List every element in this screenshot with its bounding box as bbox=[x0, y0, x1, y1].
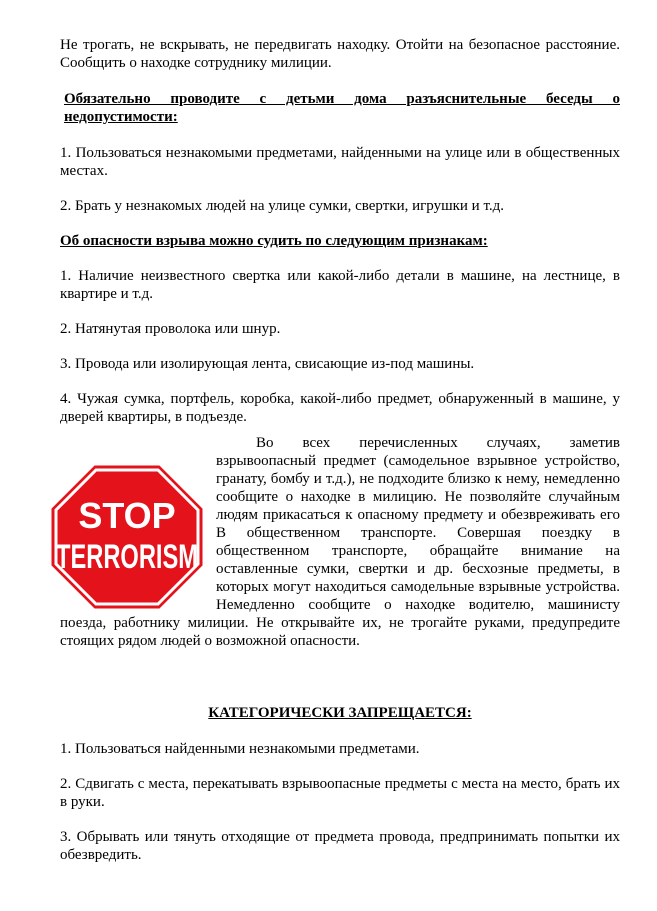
section1-item-1: 1. Пользоваться незнакомыми предметами, найденными на улице или в общественных местах. bbox=[60, 145, 620, 179]
intro-paragraph: Не трогать, не вскрывать, не передвигать находку. Отойти на безопасное расстояние. Сообщить о находке сотруднику милиции. bbox=[60, 37, 620, 71]
stop-sign-icon bbox=[48, 462, 206, 612]
stop-terrorism-sign bbox=[48, 462, 206, 612]
section3-item-2: 2. Сдвигать с места, перекатывать взрывоопасные предметы с места на место, брать их в руки. bbox=[60, 776, 620, 810]
warning-paragraph: Во всех перечисленных случаях, заметив взрывоопасный предмет (самодельное взрывное устройство, гранату, бомбу и т.д.), не подходите близко к нему, немедленно сообщите о находке в милицию. Не позволяйте случайным людям прикасаться к опасному предмету и обезвреживать его В общественном транспорте. Совершая поездку в общественном транспорте, обращайте внимание на оставленные сумки, свертки и др. бесхозные предметы, в которых могут находиться самодельные взрывные устройства. Немедленно сообщите о находке водителю, машинисту поезда, работнику милиции. Не открывайте их, не трогайте руками, предупредите стоящих рядом людей о возможной опасности. bbox=[60, 435, 620, 649]
stop-sign-line2: TERRORISM bbox=[56, 538, 198, 576]
stop-sign-octagon bbox=[50, 464, 204, 610]
section2-heading: Об опасности взрыва можно судить по следующим признакам: bbox=[60, 233, 488, 249]
warning-block bbox=[56, 434, 620, 650]
section3-heading: КАТЕГОРИЧЕСКИ ЗАПРЕЩАЕТСЯ: bbox=[208, 705, 472, 721]
section2-item-3: 3. Провода или изолирующая лента, свисающие из-под машины. bbox=[60, 356, 475, 372]
section3-item-1: 1. Пользоваться найденными незнакомыми предметами. bbox=[60, 741, 420, 757]
section1-item-2: 2. Брать у незнакомых людей на улице сумки, свертки, игрушки и т.д. bbox=[60, 198, 505, 214]
document-page bbox=[56, 36, 620, 864]
section3-item-3: 3. Обрывать или тянуть отходящие от предмета провода, предпринимать попытки их обезвредить. bbox=[60, 829, 620, 863]
section2-item-2: 2. Натянутая проволока или шнур. bbox=[60, 321, 281, 337]
section2-item-4: 4. Чужая сумка, портфель, коробка, какой-либо предмет, обнаруженный в машине, у дверей квартиры, в подъезде. bbox=[60, 391, 620, 425]
stop-sign-line1: STOP bbox=[78, 495, 176, 536]
section2-item-1: 1. Наличие неизвестного свертка или какой-либо детали в машине, на лестнице, в квартире и т.д. bbox=[60, 268, 620, 302]
section1-heading: Обязательно проводите с детьми дома разъяснительные беседы о недопустимости: bbox=[64, 91, 620, 125]
